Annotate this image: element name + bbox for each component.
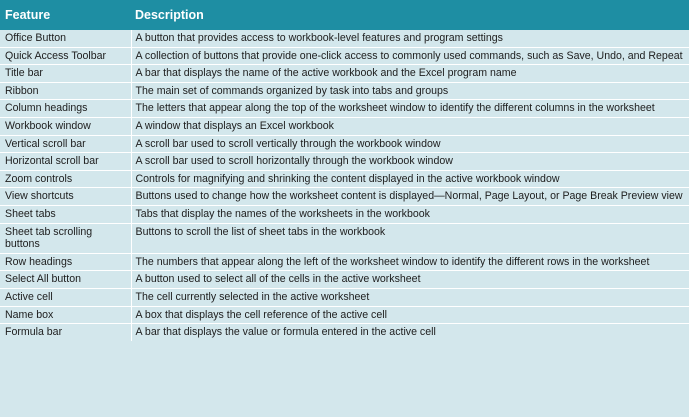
description-cell: A bar that displays the value or formula entered in the active cell xyxy=(131,324,689,341)
table-row xyxy=(0,205,689,223)
table-row xyxy=(0,188,689,206)
feature-cell: Workbook window xyxy=(0,117,131,135)
feature-cell: Sheet tab scrolling buttons xyxy=(0,223,131,253)
feature-cell: Quick Access Toolbar xyxy=(0,47,131,65)
feature-cell: Name box xyxy=(0,306,131,324)
table-row xyxy=(0,253,689,271)
description-cell: A button that provides access to workbook-level features and program settings xyxy=(131,30,689,47)
feature-cell: Active cell xyxy=(0,288,131,306)
description-cell: The cell currently selected in the active worksheet xyxy=(131,288,689,306)
feature-cell: View shortcuts xyxy=(0,188,131,206)
feature-cell: Sheet tabs xyxy=(0,205,131,223)
table-row xyxy=(0,30,689,47)
table-row xyxy=(0,100,689,118)
feature-cell: Zoom controls xyxy=(0,170,131,188)
description-cell: The letters that appear along the top of the worksheet window to identify the different columns in the worksheet xyxy=(131,100,689,118)
description-cell: Buttons used to change how the worksheet content is displayed—Normal, Page Layout, or Page Break Preview view xyxy=(131,188,689,206)
description-cell: A bar that displays the name of the active workbook and the Excel program name xyxy=(131,65,689,83)
description-cell: The numbers that appear along the left of the worksheet window to identify the different rows in the worksheet xyxy=(131,253,689,271)
feature-cell: Title bar xyxy=(0,65,131,83)
description-cell: The main set of commands organized by task into tabs and groups xyxy=(131,82,689,100)
feature-cell: Horizontal scroll bar xyxy=(0,153,131,171)
feature-cell: Office Button xyxy=(0,30,131,47)
description-cell: A scroll bar used to scroll vertically through the workbook window xyxy=(131,135,689,153)
description-cell: Tabs that display the names of the worksheets in the workbook xyxy=(131,205,689,223)
description-cell: Controls for magnifying and shrinking the content displayed in the active workbook window xyxy=(131,170,689,188)
description-cell: A window that displays an Excel workbook xyxy=(131,117,689,135)
feature-cell: Select All button xyxy=(0,271,131,289)
table-row xyxy=(0,47,689,65)
description-cell: Buttons to scroll the list of sheet tabs in the workbook xyxy=(131,223,689,253)
table-row xyxy=(0,306,689,324)
table-row xyxy=(0,82,689,100)
feature-cell: Column headings xyxy=(0,100,131,118)
table-row xyxy=(0,135,689,153)
table-row xyxy=(0,65,689,83)
feature-cell: Row headings xyxy=(0,253,131,271)
table-row xyxy=(0,271,689,289)
table-header-row xyxy=(0,0,689,30)
description-cell: A scroll bar used to scroll horizontally through the workbook window xyxy=(131,153,689,171)
feature-cell: Vertical scroll bar xyxy=(0,135,131,153)
column-header-feature: Feature xyxy=(0,0,131,30)
description-cell: A box that displays the cell reference of the active cell xyxy=(131,306,689,324)
table-row xyxy=(0,170,689,188)
table-row xyxy=(0,223,689,253)
table-row xyxy=(0,117,689,135)
table-row xyxy=(0,324,689,341)
description-cell: A button used to select all of the cells in the active worksheet xyxy=(131,271,689,289)
table-row xyxy=(0,153,689,171)
column-header-description: Description xyxy=(131,0,689,30)
feature-cell: Formula bar xyxy=(0,324,131,341)
description-cell: A collection of buttons that provide one-click access to commonly used commands, such as Save, Undo, and Repeat xyxy=(131,47,689,65)
feature-cell: Ribbon xyxy=(0,82,131,100)
table-row xyxy=(0,288,689,306)
